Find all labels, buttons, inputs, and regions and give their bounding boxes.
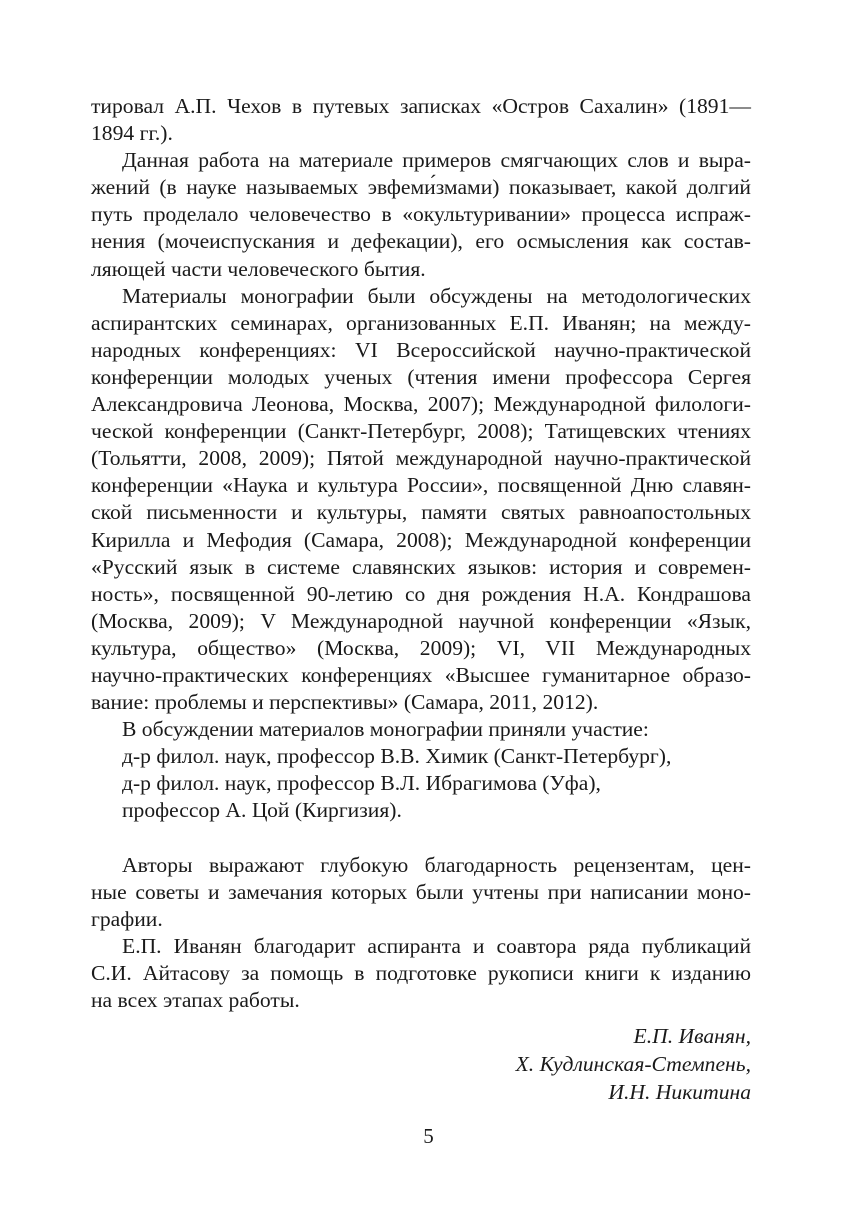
- author-name: Е.П. Иванян,: [633, 1024, 751, 1048]
- text-line: аспирантских семинарах, организованных Е.П. Иванян; на между-: [91, 310, 751, 335]
- participant: д-р филол. наук, профессор В.Л. Ибрагимова (Уфа),: [122, 771, 601, 796]
- author-signatures: [516, 1022, 751, 1106]
- page-body: [91, 93, 751, 1014]
- text-line: конференции «Наука и культура России», посвященной Дню славян-: [91, 473, 751, 498]
- text-line: научно-практических конференциях «Высшее гуманитарное образо-: [91, 662, 751, 687]
- text-line: ные советы и замечания которых были учтены при написании моно-: [91, 879, 751, 904]
- text-line: нения (мочеиспускания и дефекации), его осмысления как состав-: [91, 229, 751, 254]
- text-line: (Тольятти, 2008, 2009); Пятой международной научно-практической: [91, 446, 751, 471]
- text-line: вание: проблемы и перспективы» (Самара, 2011, 2012).: [91, 690, 599, 715]
- author-name: Х. Кудлинская-Стемпень,: [515, 1052, 751, 1076]
- text-line: конференции молодых ученых (чтения имени профессора Сергея: [91, 364, 751, 389]
- text-line: (Москва, 2009); V Международной научной конференции «Язык,: [91, 608, 751, 633]
- text-line: графии.: [91, 906, 163, 931]
- text-line: С.И. Айтасову за помощь в подготовке рукописи книги к изданию: [91, 960, 751, 985]
- text-line: Данная работа на материале примеров смягчающих слов и выра-: [122, 148, 751, 173]
- text-line: 1894 гг.).: [91, 121, 173, 146]
- text-line: Материалы монографии были обсуждены на методологических: [122, 283, 751, 308]
- text-line: культура, общество» (Москва, 2009); VI, VII Международных: [91, 635, 751, 660]
- text-line: ность», посвященной 90-летию со дня рождения Н.А. Кондрашова: [91, 581, 751, 606]
- text-line: ской письменности и культуры, памяти святых равноапостольных: [91, 500, 751, 525]
- text-line: Александровича Леонова, Москва, 2007); Международной филологи-: [91, 392, 751, 417]
- text-line: «Русский язык в системе славянских языков: история и современ-: [91, 554, 751, 579]
- text-line: жений (в науке называемых эвфеми́змами) показывает, какой долгий: [91, 175, 751, 200]
- acknowledgement-paragraph: [91, 852, 751, 933]
- text-line: Кирилла и Мефодия (Самара, 2008); Международной конференции: [91, 527, 751, 552]
- text-line: ческой конференции (Санкт-Петербург, 2008); Татищевских чтениях: [91, 419, 751, 444]
- text-line: на всех этапах работы.: [91, 988, 300, 1012]
- text-line: тировал А.П. Чехов в путевых записках «Остров Сахалин» (1891—: [91, 94, 751, 118]
- paragraph: [91, 147, 751, 282]
- paragraph: [91, 93, 751, 147]
- text-line: путь проделало человечество в «окультуривании» процесса испраж-: [91, 202, 751, 227]
- text-line: Е.П. Иванян благодарит аспиранта и соавтора ряда публикаций: [122, 933, 751, 958]
- text-line: народных конференциях: VI Всероссийской научно-практической: [91, 337, 751, 362]
- page-number: 5: [423, 1124, 434, 1148]
- paragraph: [91, 283, 751, 717]
- participants: [91, 716, 751, 824]
- text-line: ляющей части человеческого бытия.: [91, 256, 426, 281]
- participant: д-р филол. наук, профессор В.В. Химик (Санкт-Петербург),: [122, 744, 672, 769]
- main-text: [91, 93, 751, 1014]
- acknowledgement-paragraph: [91, 933, 751, 1014]
- author-name: И.Н. Никитина: [608, 1080, 751, 1104]
- text-line: Авторы выражают глубокую благодарность рецензентам, цен-: [122, 852, 751, 877]
- participants-intro: В обсуждении материалов монографии приняли участие:: [122, 717, 649, 742]
- participant: профессор А. Цой (Киргизия).: [122, 798, 402, 823]
- section-gap: [91, 825, 751, 852]
